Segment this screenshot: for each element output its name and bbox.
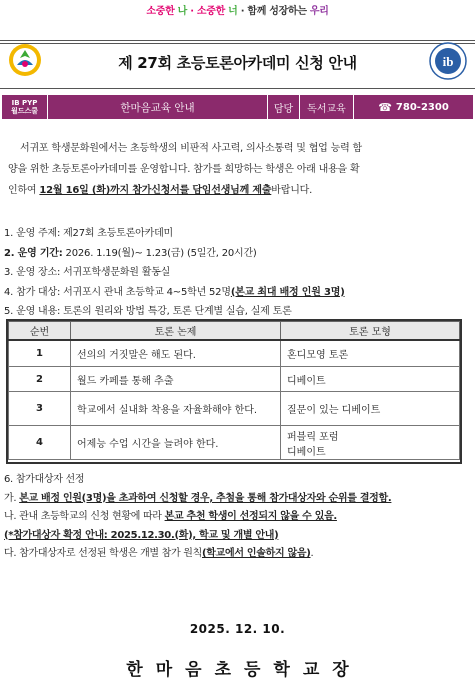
item-content: 5. 운영 내용: 토론의 원리와 방법 특강, 토론 단계별 실습, 실제 토론 [4, 306, 292, 317]
team-name: 독서교육 [300, 95, 354, 119]
item-target [4, 283, 469, 303]
row-model-line-2: 디베이트 [287, 446, 326, 458]
ib-logo-icon [429, 42, 467, 80]
row-topic: 어제능 수업 시간을 늘려야 한다. [71, 426, 281, 460]
selection-note [4, 527, 471, 546]
issue-date: 2025. 12. 10. [189, 622, 286, 636]
row-model: 디베이트 [281, 367, 460, 392]
phone-icon: ☎ [378, 100, 392, 114]
intro-line-3-prefix: 인하여 [8, 185, 37, 196]
title-top-rule-2 [0, 43, 475, 44]
row-num: 4 [9, 426, 71, 460]
table-row [9, 426, 460, 460]
intro-deadline: 12월 16일 (화)까지 참가신청서를 담임선생님께 제출 [39, 185, 272, 196]
row-num: 3 [9, 392, 71, 426]
row-topic: 선의의 거짓말은 해도 된다. [71, 340, 281, 367]
slogan-part-3: · 함께 성장하는 [240, 6, 307, 17]
row-num: 2 [9, 367, 71, 392]
item-period-label: 2. 운영 기간: [4, 247, 63, 259]
slogan-mark-1: 나 [177, 6, 187, 17]
ib-badge-line-1: IB PYP [11, 99, 38, 107]
title-top-rule [0, 40, 475, 41]
slogan-part-2: · 소중한 [190, 6, 225, 17]
intro-paragraph [8, 138, 467, 201]
item-target-text: 4. 참가 대상: 서귀포시 관내 초등학교 4~5학년 52명 [4, 286, 231, 298]
item-period [4, 244, 469, 264]
intro-line-3 [8, 180, 467, 201]
ib-badge [2, 95, 48, 119]
row-model [281, 426, 460, 460]
header-topic: 토론 논제 [71, 322, 281, 340]
phone-number [354, 95, 473, 119]
header-num: 순번 [9, 322, 71, 340]
slogan-part-1: 소중한 [146, 6, 175, 17]
item-topic: 1. 운영 주제: 제27회 초등토론아카데미 [4, 228, 173, 239]
table-header-row [9, 322, 460, 340]
selection-section [4, 471, 471, 564]
item-period-value: 2026. 1.19(월)~ 1.23(금) (5일간, 20시간) [65, 247, 257, 259]
intro-line-2: 양을 위한 초등토론아카데미를 운영합니다. 참가를 희망하는 학생은 아래 내용을 확 [8, 164, 360, 175]
selection-da-prefix: 다. 참가대상자로 선정된 학생은 개별 참가 원칙 [4, 548, 202, 559]
table-row [9, 392, 460, 426]
selection-na-prefix: 나. 관내 초등학교의 신청 현황에 따라 [4, 511, 162, 522]
intro-line-3-suffix: 바랍니다. [271, 185, 313, 196]
selection-heading: 6. 참가대상자 선정 [4, 474, 85, 485]
table-row [9, 367, 460, 392]
school-emblem-icon [8, 43, 42, 77]
row-model-line-1: 퍼블릭 포럼 [287, 431, 339, 443]
phone-text: 780-2300 [395, 101, 449, 113]
selection-ga [4, 490, 471, 509]
slogan-mark-2: 너 [228, 6, 238, 17]
selection-da-suffix: . [310, 548, 314, 559]
department-label: 한마음교육 안내 [48, 95, 268, 119]
selection-da [4, 545, 471, 564]
page-title: 제 27회 초등토론아카데미 신청 안내 [118, 54, 357, 72]
item-location: 3. 운영 장소: 서귀포학생문화원 활동실 [4, 267, 171, 278]
svg-text:ib: ib [442, 54, 454, 69]
title-band [0, 40, 475, 92]
table-row [9, 340, 460, 367]
row-topic: 학교에서 실내화 착용을 자율화해야 한다. [71, 392, 281, 426]
selection-na [4, 508, 471, 527]
row-num: 1 [9, 340, 71, 367]
selection-na-text: 본교 추천 학생이 선정되지 않을 수 있음. [164, 511, 337, 522]
contact-label: 담당 [268, 95, 300, 119]
program-details [4, 224, 469, 322]
row-model: 혼디모영 토론 [281, 340, 460, 367]
selection-da-text: (학교에서 인솔하지 않음) [202, 548, 311, 559]
slogan [0, 2, 475, 17]
info-bar [2, 95, 473, 119]
row-model: 질문이 있는 디베이트 [281, 392, 460, 426]
item-target-quota: (본교 최대 배정 인원 3명) [230, 286, 345, 298]
slogan-mark-3: 우리 [309, 6, 329, 17]
row-topic: 월드 카페를 통해 추출 [71, 367, 281, 392]
program-table [8, 321, 460, 460]
selection-ga-text: 본교 배정 인원(3명)을 초과하여 신청할 경우, 추첨을 통해 참가대상자와 순위를 결정함. [19, 492, 392, 504]
intro-line-1: 서귀포 학생문화원에서는 초등학생의 비판적 사고력, 의사소통력 및 협업 능력 함 [20, 143, 362, 154]
selection-ga-prefix: 가. [4, 492, 17, 504]
ib-badge-line-2: 월드스쿨 [10, 107, 39, 115]
school-signature: 한마음초등학교장 [126, 660, 362, 680]
title-bottom-rule [0, 88, 475, 89]
selection-note-text: (*참가대상자 확정 안내: 2025.12.30.(화), 학교 및 개별 안내) [4, 529, 279, 541]
header-model: 토론 모형 [281, 322, 460, 340]
